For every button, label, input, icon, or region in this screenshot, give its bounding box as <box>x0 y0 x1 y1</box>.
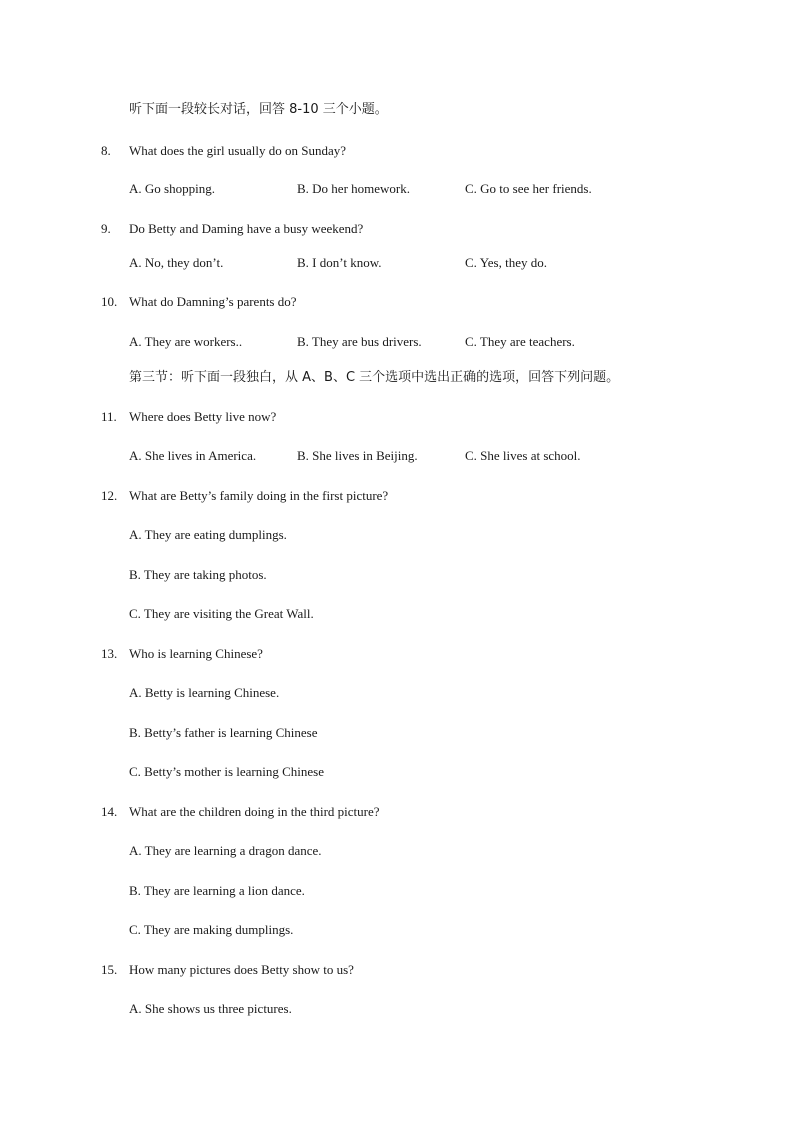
question-text: What does the girl usually do on Sunday? <box>129 143 346 158</box>
question-text: Where does Betty live now? <box>129 409 277 424</box>
option-b: B. They are learning a lion dance. <box>129 883 305 898</box>
question-text: Do Betty and Daming have a busy weekend? <box>129 221 364 236</box>
question-number: 11. <box>101 409 117 424</box>
option-b: B. Betty’s father is learning Chinese <box>129 725 318 740</box>
option-a: A. They are eating dumplings. <box>129 527 287 542</box>
option-b: B. They are bus drivers. <box>297 334 422 349</box>
option-a: A. She shows us three pictures. <box>129 1001 292 1016</box>
option-a: A. She lives in America. <box>129 448 257 463</box>
option-c: C. Betty’s mother is learning Chinese <box>129 764 324 779</box>
question-number: 9. <box>101 221 111 236</box>
option-a: A. No, they don’t. <box>129 255 224 270</box>
question-text: Who is learning Chinese? <box>129 646 263 661</box>
option-b: B. Do her homework. <box>297 181 411 196</box>
option-a: A. Go shopping. <box>129 181 215 196</box>
question-number: 13. <box>101 646 118 661</box>
question-text: What are the children doing in the third picture? <box>129 804 380 819</box>
question-number: 12. <box>101 488 118 503</box>
option-c: C. She lives at school. <box>465 448 581 463</box>
option-b: B. They are taking photos. <box>129 567 267 582</box>
question-number: 8. <box>101 143 111 158</box>
question-text: What do Damning’s parents do? <box>129 294 297 309</box>
option-c: C. They are visiting the Great Wall. <box>129 606 314 621</box>
question-text: What are Betty’s family doing in the first picture? <box>129 488 389 503</box>
question-number: 14. <box>101 804 118 819</box>
option-a: A. They are learning a dragon dance. <box>129 843 322 858</box>
option-b: B. I don’t know. <box>297 255 382 270</box>
option-a: A. They are workers.. <box>129 334 243 349</box>
option-b: B. She lives in Beijing. <box>297 448 418 463</box>
question-number: 15. <box>101 962 118 977</box>
instruction-section-3: 第三节：听下面一段独白，从 A、B、C 三个选项中选出正确的选项，回答下列问题。 <box>129 370 620 385</box>
question-text: How many pictures does Betty show to us? <box>129 962 354 977</box>
option-c: C. They are making dumplings. <box>129 922 294 937</box>
option-a: A. Betty is learning Chinese. <box>129 685 280 700</box>
instruction-part-a: 听下面一段较长对话，回答 8-10 三个小题。 <box>129 102 388 117</box>
option-c: C. Go to see her friends. <box>465 181 592 196</box>
question-number: 10. <box>101 294 118 309</box>
option-c: C. They are teachers. <box>465 334 575 349</box>
option-c: C. Yes, they do. <box>465 255 547 270</box>
